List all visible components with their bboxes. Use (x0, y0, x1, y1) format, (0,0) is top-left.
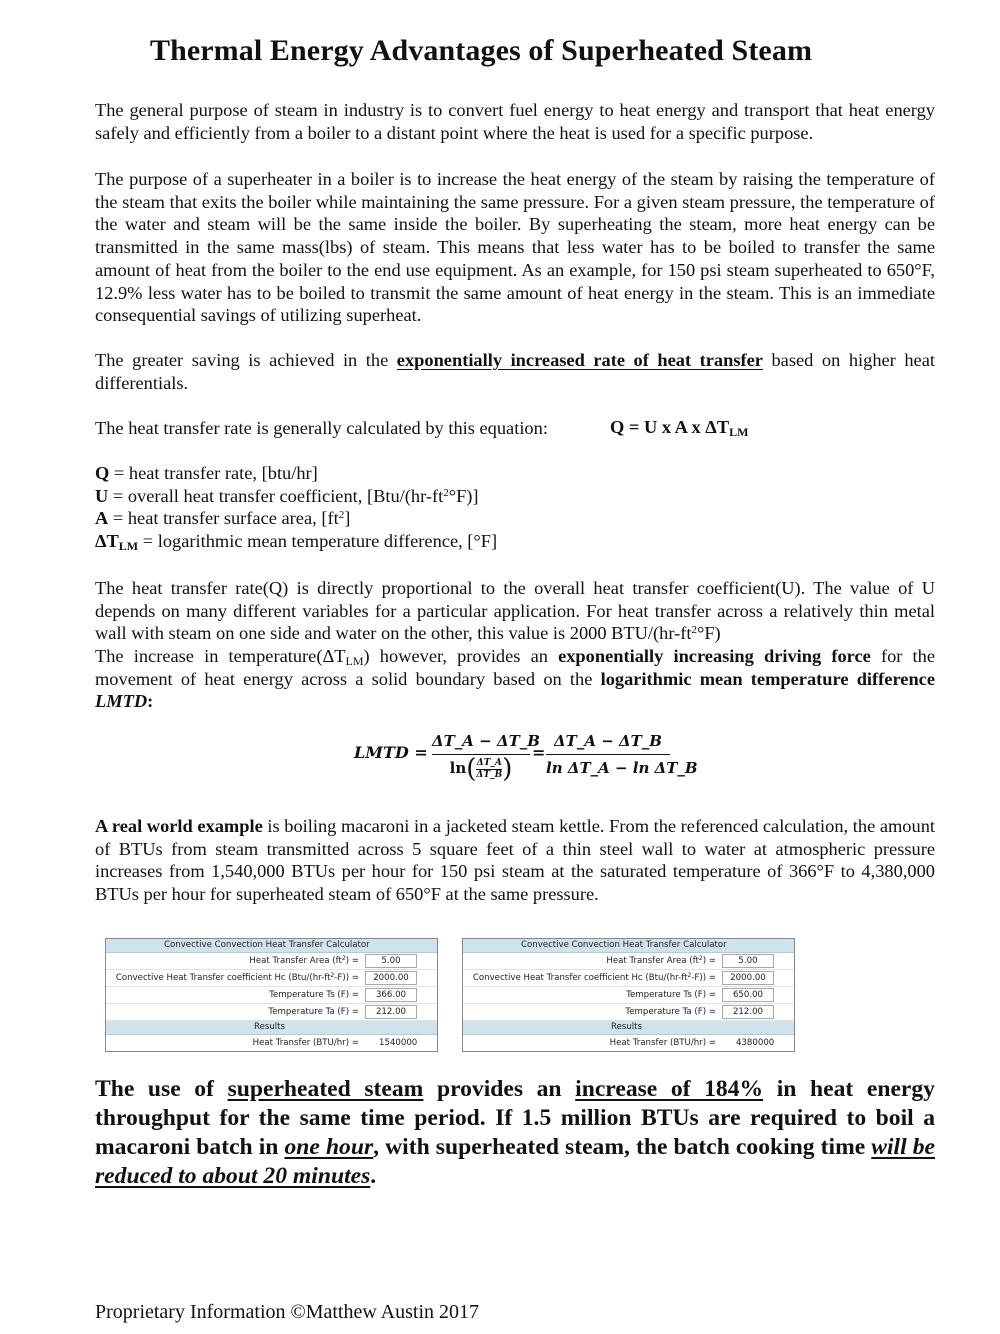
formula-denominator-1 (432, 754, 530, 784)
calculator-saturated (105, 938, 438, 1052)
calc-row-hc (463, 970, 794, 987)
hc-input[interactable]: 2000.00 (722, 971, 774, 985)
text-span: provides an (423, 1076, 576, 1102)
results-header: Results (463, 1021, 794, 1035)
heat-transfer-result: 1540000 (379, 1038, 418, 1048)
heat-transfer-equation (610, 417, 748, 438)
formula-denominator-2: ln ΔT_A − ln ΔT_B (546, 759, 698, 777)
formula-inner-fraction (476, 758, 502, 781)
emphasis-real-world-example: A real world example (95, 816, 263, 836)
emphasis-lmtd-abbrev: LMTD (95, 691, 148, 712)
definition-delta-t (95, 530, 935, 553)
subscript: LM (345, 654, 364, 668)
footer-copyright: Proprietary Information ©Matthew Austin 2017 (95, 1301, 480, 1323)
label-text: ) = (702, 956, 716, 966)
formula-equals-2: = (532, 743, 546, 762)
label-text: -F)) = (334, 973, 359, 983)
text-span: °F) (696, 623, 721, 644)
calc-label: Temperature Ta (F) = (268, 1007, 359, 1017)
results-header: Results (106, 1021, 437, 1035)
calc-row-hc (106, 970, 437, 987)
calculator-title: Convective Convection Heat Transfer Calculator (106, 939, 437, 953)
superscript: 2 (443, 486, 449, 499)
symbol-text: ΔT (95, 531, 119, 552)
emphasis-one-hour: one hour (284, 1134, 374, 1160)
calc-label (463, 953, 718, 969)
text-span: , with superheated steam, the batch cooking time (373, 1134, 872, 1160)
label-text: -F)) = (691, 973, 716, 983)
calc-label: Temperature Ts (F) = (269, 990, 359, 1000)
emphasis-increase: increase of 184% (575, 1076, 764, 1102)
paragraph-driving-force (95, 645, 935, 713)
label-text: Convective Heat Transfer coefficient Hc (Btu/(hr-ft (472, 973, 688, 983)
symbol-q: Q (95, 463, 110, 483)
equation-subscript: LM (729, 425, 749, 439)
definition-text: ] (344, 508, 351, 529)
ta-input[interactable]: 212.00 (722, 1005, 774, 1019)
ts-input[interactable]: 650.00 (722, 988, 774, 1002)
definition-a (95, 507, 935, 530)
page-title: Thermal Energy Advantages of Superheated Steam (149, 34, 813, 67)
calc-row-area (106, 953, 437, 970)
formula-fraction-2 (546, 730, 698, 779)
emphasis-driving-force: exponentially increasing driving force (558, 646, 871, 666)
area-input[interactable]: 5.00 (722, 954, 774, 968)
paragraph-real-world-example (95, 815, 935, 906)
definition-text: = heat transfer rate, [btu/hr] (109, 463, 318, 483)
symbol-delta-t (95, 531, 139, 554)
hc-input[interactable]: 2000.00 (365, 971, 417, 985)
label-text: ) = (345, 956, 359, 966)
definition-text: = logarithmic mean temperature difference, [°F] (138, 531, 498, 552)
formula-lhs (354, 743, 428, 762)
ta-input[interactable]: 212.00 (365, 1005, 417, 1019)
superscript: 2 (330, 972, 335, 979)
paren: ) (502, 754, 513, 784)
text-span: ) however, provides an (363, 646, 559, 666)
inner-denominator: ΔT_B (476, 769, 503, 780)
calc-label (106, 970, 361, 986)
paragraph-heat-transfer-coefficient (95, 577, 935, 645)
text-span: is boiling macaroni in a jacketed steam kettle. From the referenced calculation, the amount of BTUs from steam transmitted across 5 square feet of a thin steel wall to water at atmospheric pressure increases from 1,540,000 BTUs per hour for 150 psi steam at the saturated temperature of 366°F to 4,380,000 BTUs per hour for superheated steam of 650°F at the same pressure. (95, 816, 936, 905)
emphasis-superheated-steam: superheated steam (227, 1076, 424, 1102)
calc-row-result (463, 1035, 794, 1051)
symbol-a: A (95, 508, 109, 529)
conclusion-statement (95, 1075, 935, 1191)
text-span: The greater saving is achieved in the (95, 350, 397, 370)
ts-input[interactable]: 366.00 (365, 988, 417, 1002)
formula-lhs-text: LMTD (354, 743, 409, 762)
calc-row-ts (463, 987, 794, 1004)
symbol-u: U (95, 485, 109, 506)
paragraph-superheater-purpose: The purpose of a superheater in a boiler is to increase the heat energy of the steam by raising the temperature of the steam that exits the boiler while maintaining the same pressure. For a given steam pressure, the temperature of the water and steam will be the same inside the boiler. By superheating the steam, more heat energy can be transmitted in the same mass(lbs) of steam. This means that less water has to be boiled to transfer the same amount of heat from the boiler to the end use equipment. As an example, for 150 psi steam superheated to 650°F, 12.9% less water has to be boiled to transmit the same amount of heat energy in the steam. This is an immediate consequential savings of utilizing superheat. (95, 169, 935, 326)
heat-transfer-result: 4380000 (736, 1038, 775, 1048)
text-span: in heat energy throughput for the same time period. If 1.5 million BTUs are required to boil a macaroni batch in (95, 1076, 935, 1160)
formula-numerator-2: ΔT_A − ΔT_B (554, 732, 662, 750)
calc-label: Heat Transfer (BTU/hr) = (609, 1038, 716, 1048)
lmtd-formula (354, 730, 698, 796)
emphasis-reduced-time: will be reduced to about 20 minutes (95, 1134, 936, 1189)
formula-equals: = (414, 743, 428, 762)
definition-text: °F)] (448, 485, 479, 506)
fraction-bar (546, 754, 670, 755)
emphasis-lmtd: logarithmic mean temperature difference (600, 668, 935, 689)
equation-main: Q = U x A x ΔT (610, 417, 730, 437)
superscript: 2 (691, 624, 697, 637)
superscript: 2 (338, 509, 345, 522)
label-text: Convective Heat Transfer coefficient Hc (Btu/(hr-ft (115, 973, 331, 983)
formula-fraction-1 (432, 730, 540, 784)
definition-text: = overall heat transfer coefficient, [Btu/(hr-ft (108, 485, 444, 506)
calc-row-ts (106, 987, 437, 1004)
text-span: The increase in temperature(ΔT (95, 646, 346, 666)
paragraph-steam-purpose: The general purpose of steam in industry is to convert fuel energy to heat energy and transport that heat energy safely and efficiently from a boiler to a distant point where the heat is used for a specific purpose. (95, 100, 935, 143)
calc-row-ta (463, 1004, 794, 1021)
emphasis-heat-transfer-rate: exponentially increased rate of heat transfer (396, 350, 763, 370)
text-span: based on higher heat differentials. (95, 350, 935, 393)
calc-label: Temperature Ta (F) = (625, 1007, 716, 1017)
fraction-bar (432, 754, 530, 755)
formula-ln: ln (449, 759, 467, 777)
definition-text: = heat transfer surface area, [ft (108, 508, 339, 529)
text-span: . (370, 1163, 377, 1189)
calculator-title: Convective Convection Heat Transfer Calculator (463, 939, 794, 953)
calc-label (463, 970, 718, 986)
calc-row-ta (106, 1004, 437, 1021)
variable-definitions (95, 462, 935, 553)
text-span: The heat transfer rate(Q) is directly proportional to the overall heat transfer coefficient(U). The value of U depends on many different variables for a particular application. For heat transfer across a relatively thin metal wall with steam on one side and water on the other, this value is 2000 BTU/(hr-ft (95, 578, 935, 644)
calc-label: Heat Transfer (BTU/hr) = (252, 1038, 359, 1048)
inner-numerator: ΔT_A (476, 757, 502, 768)
calc-label (106, 953, 361, 969)
calc-row-result (106, 1035, 437, 1051)
label-text: Heat Transfer Area (ft (606, 956, 699, 966)
text-span: for the movement of heat energy across a solid boundary based on the (95, 646, 935, 689)
calculator-superheated (462, 938, 795, 1052)
superscript: 2 (341, 955, 346, 962)
text-span: The use of (95, 1076, 228, 1102)
area-input[interactable]: 5.00 (365, 954, 417, 968)
definition-u (95, 485, 935, 508)
label-text: Heat Transfer Area (ft (249, 956, 342, 966)
calc-label: Temperature Ts (F) = (626, 990, 716, 1000)
definition-q (95, 462, 935, 485)
formula-numerator: ΔT_A − ΔT_B (432, 732, 540, 750)
text-span: : (147, 691, 154, 712)
superscript: 2 (687, 972, 692, 979)
superscript: 2 (698, 955, 703, 962)
subscript: LM (118, 539, 139, 554)
calc-row-area (463, 953, 794, 970)
paragraph-greater-saving (95, 349, 935, 394)
paragraph-equation-intro: The heat transfer rate is generally calculated by this equation: (95, 418, 548, 438)
paren: ( (466, 754, 477, 784)
